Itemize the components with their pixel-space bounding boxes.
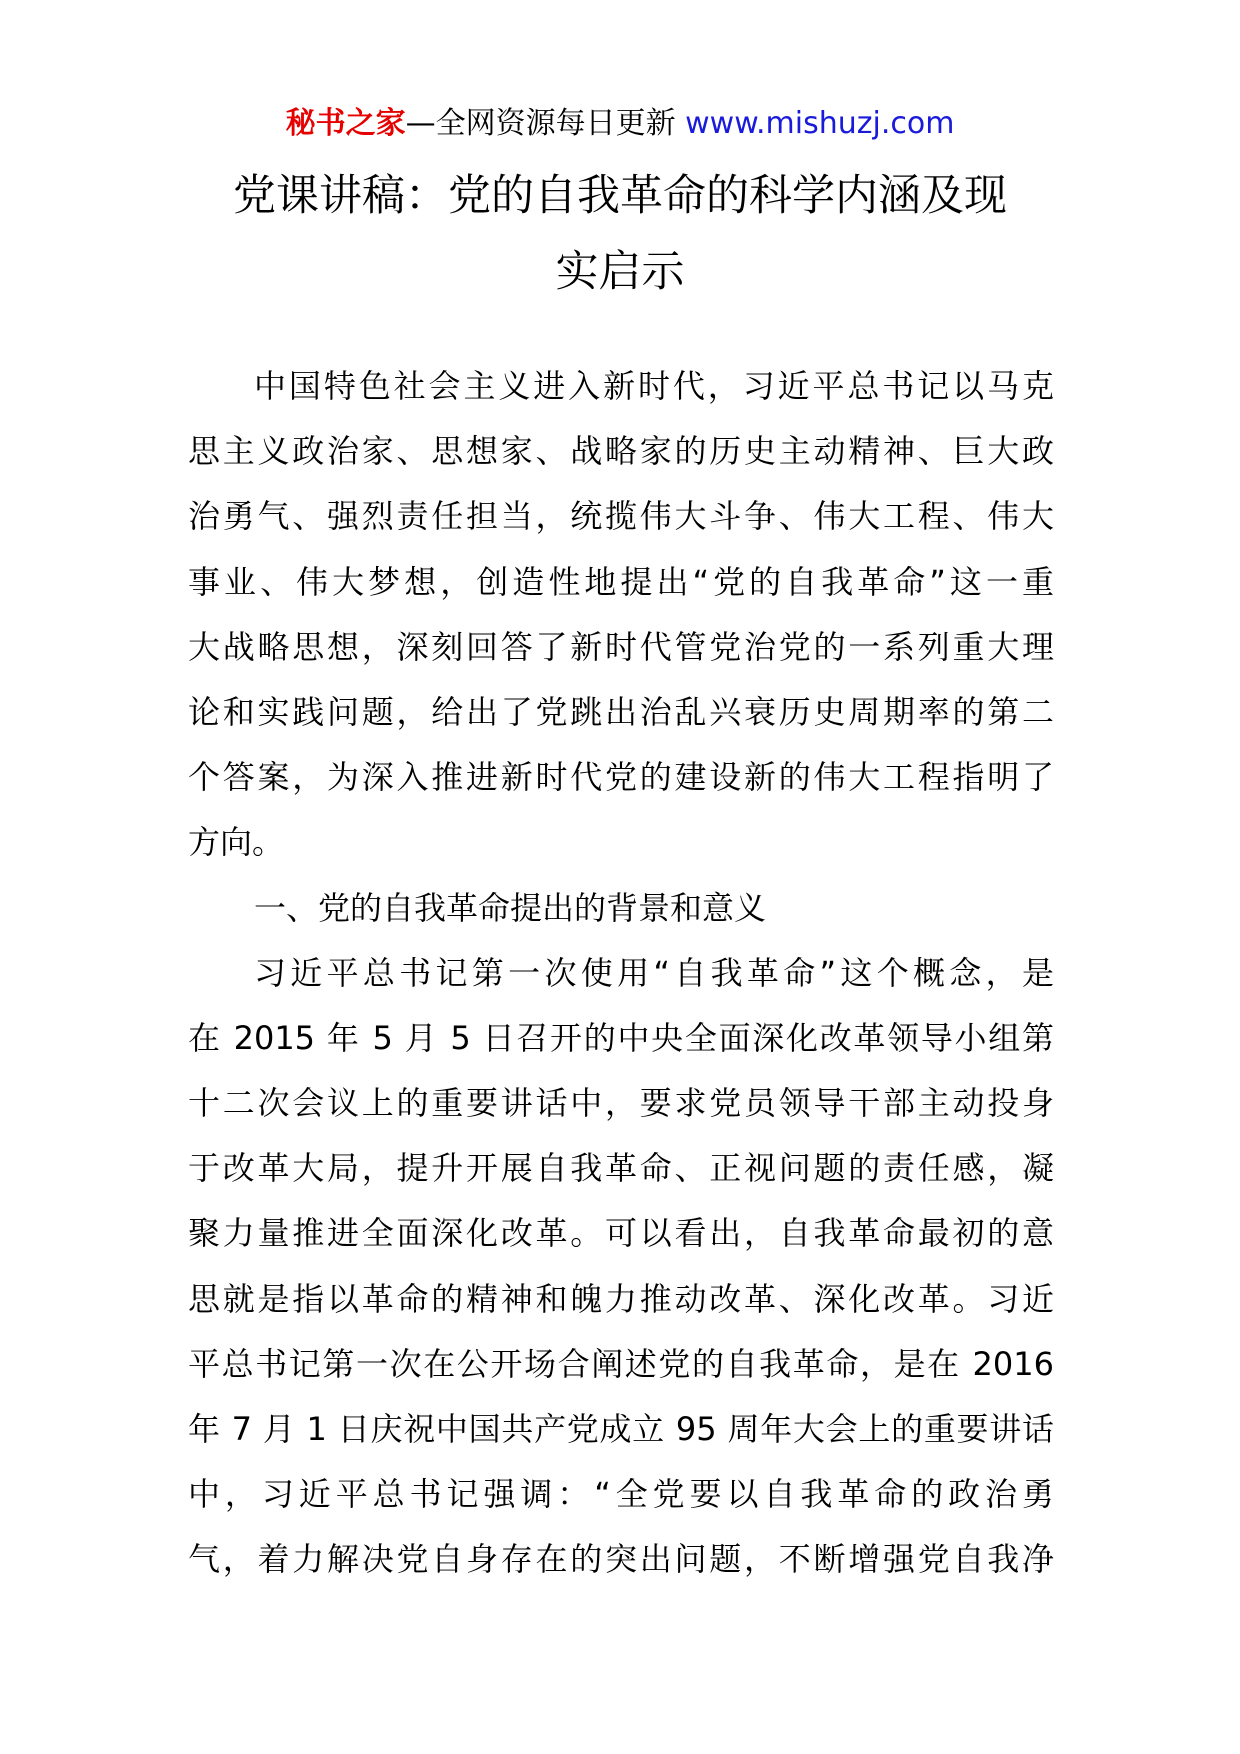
text-line: 聚力量推进全面深化改革。可以看出，自我革命最初的意 <box>188 1214 1054 1253</box>
header-brand: 秘书之家 <box>285 106 406 141</box>
site-header <box>0 104 1240 144</box>
document-title-line-2: 实启示 <box>555 247 685 297</box>
text-line: 思就是指以革命的精神和魄力推动改革、深化改革。习近 <box>188 1279 1054 1318</box>
paragraph-background <box>188 941 1054 1593</box>
text-line: 十二次会议上的重要讲话中，要求党员领导干部主动投身 <box>188 1084 1054 1123</box>
text-line: 思主义政治家、思想家、战略家的历史主动精神、巨大政 <box>188 432 1054 471</box>
text-line: 中国特色社会主义进入新时代，习近平总书记以马克 <box>254 367 1054 405</box>
section-heading-1 <box>188 876 1054 941</box>
header-slogan: —全网资源每日更新 <box>405 106 686 141</box>
text-line: 习近平总书记第一次使用“自我革命”这个概念，是 <box>254 953 1054 992</box>
section-heading-text: 一、党的自我革命提出的背景和意义 <box>254 888 767 927</box>
document-body <box>188 354 1054 1593</box>
text-line: 方向。 <box>188 823 285 862</box>
text-line: 平总书记第一次在公开场合阐述党的自我革命，是在 2016 <box>188 1344 1054 1383</box>
text-line: 个答案，为深入推进新时代党的建设新的伟大工程指明了 <box>188 758 1054 797</box>
text-line: 论和实践问题，给出了党跳出治乱兴衰历史周期率的第二 <box>188 692 1054 731</box>
text-line: 中，习近平总书记强调：“全党要以自我革命的政治勇 <box>188 1475 1054 1514</box>
document-title <box>170 158 1070 310</box>
header-url-link[interactable]: www.mishuzj.com <box>685 106 955 141</box>
text-line: 于改革大局，提升开展自我革命、正视问题的责任感，凝 <box>188 1149 1054 1188</box>
text-line: 气，着力解决党自身存在的突出问题，不断增强党自我净 <box>188 1540 1054 1579</box>
text-line: 年 7 月 1 日庆祝中国共产党成立 95 周年大会上的重要讲话 <box>188 1410 1054 1448</box>
text-line: 在 2015 年 5 月 5 日召开的中央全面深化改革领导小组第 <box>188 1018 1054 1057</box>
text-line: 大战略思想，深刻回答了新时代管党治党的一系列重大理 <box>188 627 1054 666</box>
text-line: 治勇气、强烈责任担当，统揽伟大斗争、伟大工程、伟大 <box>188 497 1054 536</box>
paragraph-intro <box>188 354 1054 876</box>
text-line: 事业、伟大梦想，创造性地提出“党的自我革命”这一重 <box>188 562 1054 601</box>
document-title-line-1: 党课讲稿：党的自我革命的科学内涵及现 <box>233 171 1007 221</box>
